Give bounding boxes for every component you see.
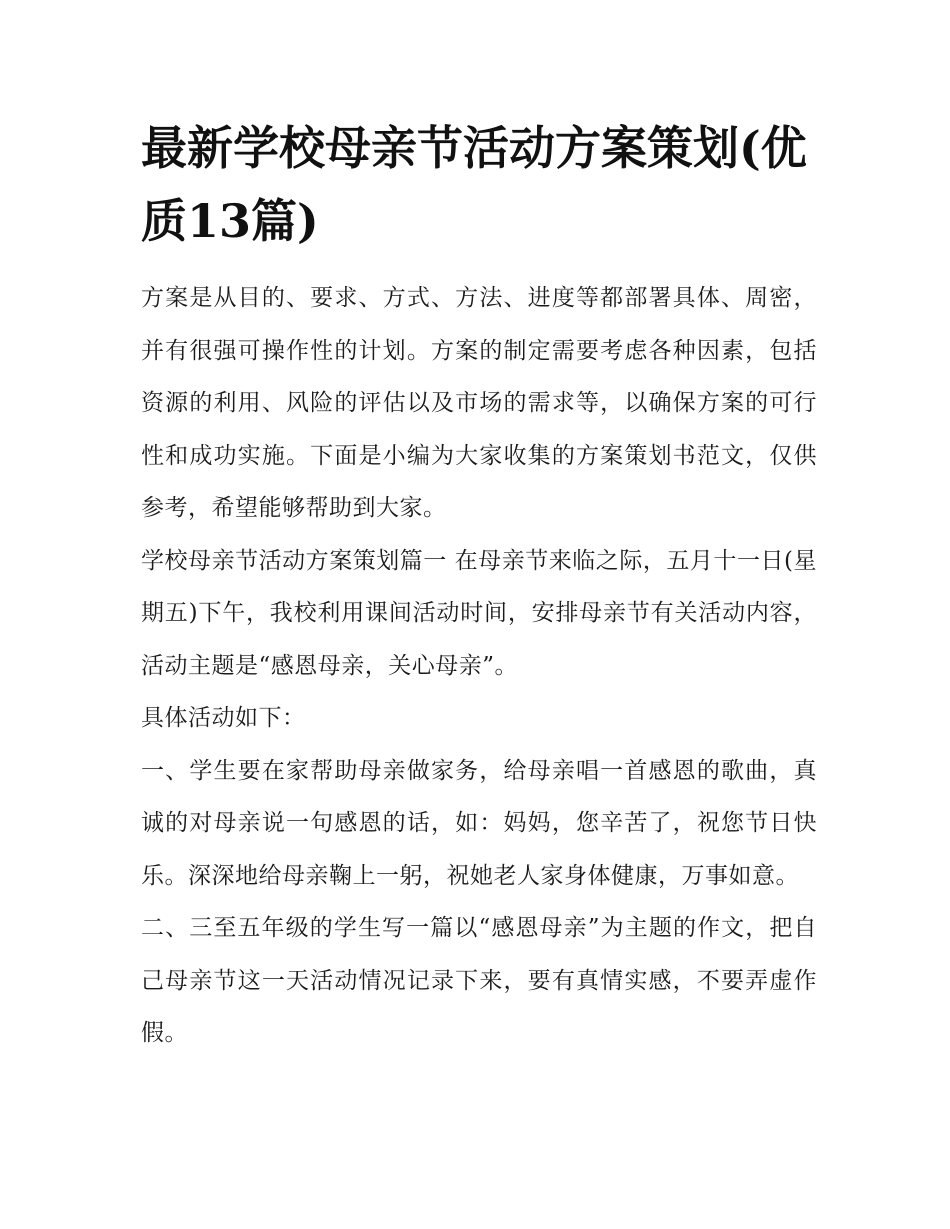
document-body: [141, 272, 817, 1060]
document-title: 最新学校母亲节活动方案策划(优质13篇): [141, 121, 807, 248]
paragraph-item-two: 二、三至五年级的学生写一篇以“感恩母亲”为主题的作文，把自己母亲节这一天活动情况记录下来，要有真情实感，不要弄虚作假。: [141, 915, 817, 1046]
paragraph-activities-heading: 具体活动如下：: [141, 705, 306, 731]
paragraph-intro: 方案是从目的、要求、方式、方法、进度等都部署具体、周密，并有很强可操作性的计划。方案的制定需要考虑各种因素，包括资源的利用、风险的评估以及市场的需求等，以确保方案的可行性和成功实施。下面是小编为大家收集的方案策划书范文，仅供参考，希望能够帮助到大家。: [141, 285, 817, 521]
paragraph-item-one: 一、学生要在家帮助母亲做家务，给母亲唱一首感恩的歌曲，真诚的对母亲说一句感恩的话，如：妈妈，您辛苦了，祝您节日快乐。深深地给母亲鞠上一躬，祝她老人家身体健康，万事如意。: [141, 757, 817, 889]
paragraph-section-one: 学校母亲节活动方案策划篇一 在母亲节来临之际，五月十一日(星期五)下午，我校利用课间活动时间，安排母亲节有关活动内容，活动主题是“感恩母亲，关心母亲”。: [141, 547, 817, 679]
document-page: [141, 112, 817, 1060]
